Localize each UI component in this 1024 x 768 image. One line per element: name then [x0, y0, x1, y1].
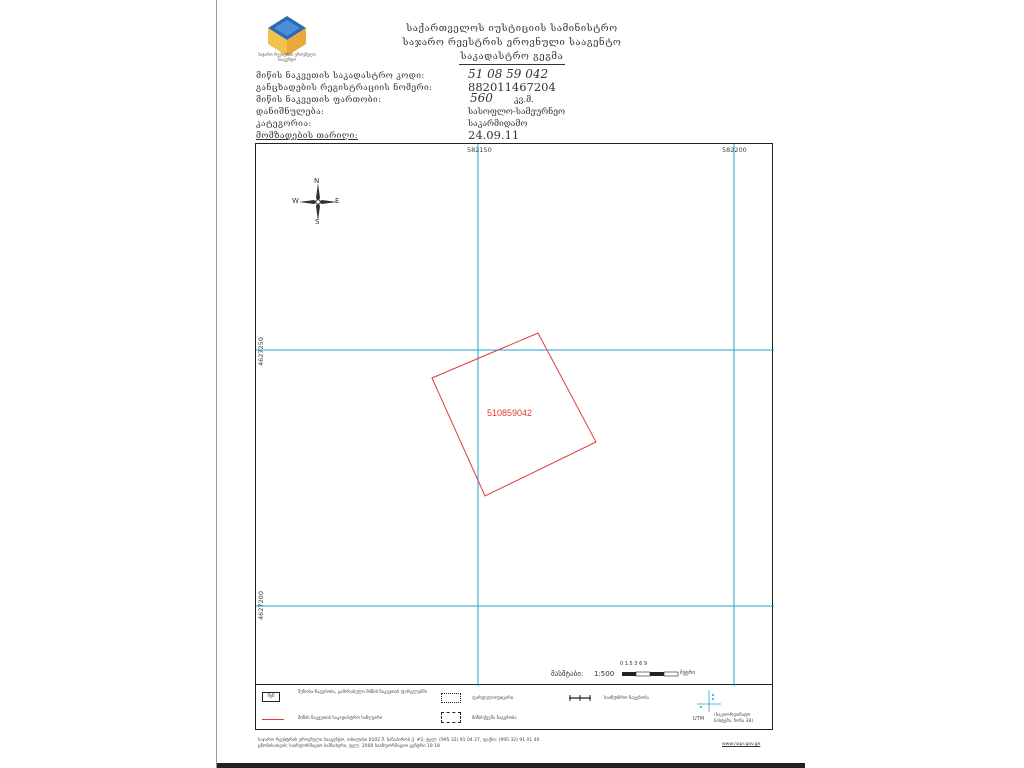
purpose-row	[256, 106, 774, 118]
application-number-row	[256, 82, 774, 94]
agency-title: საჯარო რეესტრის ეროვნული სააგენტო	[402, 37, 622, 48]
x-coord-label-2: 582200	[722, 146, 747, 154]
scale-bar-icon	[622, 672, 678, 676]
parcel-code-label: 510859042	[487, 408, 533, 418]
area-row	[256, 91, 774, 106]
legend-boundary-text: მიწის ნაკვეთის საკადასტრო საზღვარი	[298, 716, 383, 721]
cadastral-code-label: მიწის ნაკვეთის საკადასტრო კოდი:	[256, 71, 425, 81]
x-coord-label-1: 582150	[467, 146, 492, 154]
cadastral-code-value: 51 08 59 042	[468, 67, 549, 81]
compass-rose-icon	[299, 183, 340, 221]
logo-caption: საჯარო რეესტრის ეროვნული სააგენტო	[258, 52, 316, 62]
y-coord-label-1: 4627250	[257, 337, 265, 366]
category-value: საკარმიდამო	[468, 119, 528, 129]
scale-value: 1:500	[594, 670, 615, 678]
ministry-title: საქართველოს იუსტიციის სამინისტრო	[406, 23, 618, 34]
scale-caption: მასშტაბი:	[551, 670, 584, 678]
application-number-value: 882011467204	[468, 80, 556, 94]
utm-note: (საკოორდინატო სისტემა, ზონა 38)	[714, 713, 754, 724]
y-coord-label-2: 4627200	[257, 591, 265, 620]
scale-ticks: 0 1.5 3 6 9	[620, 661, 648, 667]
document-header	[372, 22, 652, 65]
compass-w: W	[292, 197, 299, 205]
area-unit: კვ.მ.	[514, 95, 534, 105]
purpose-value: სასოფლო-სამეურნეო	[468, 107, 566, 117]
date-value: 24.09.11	[468, 128, 520, 142]
parcel-info-table	[256, 67, 774, 142]
date-label: მომზადების თარიღი:	[256, 131, 358, 141]
document-footer	[258, 738, 778, 750]
application-number-label: განცხადების რეგისტრაციის ნომერი:	[256, 83, 433, 93]
footer-info: ცნობისათვის: საინფორმაციო სამსახური, ტელ. 2000 საინფორმაციო ცენტრი 19 18	[258, 744, 440, 749]
area-value: 560	[470, 91, 493, 105]
legend-underground-text: მიწისქვეშა ნაგებობა	[472, 716, 517, 721]
plan-title: საკადასტრო გეგმა	[459, 50, 566, 65]
date-row	[256, 130, 774, 142]
page-bottom-edge	[217, 763, 805, 768]
scale-unit: მეტრი	[680, 670, 695, 676]
footer-address: საჯარო რეესტრის ეროვნული სააგენტო, თბილისი 0102 შ. სანაპიროს ქ. #2, ტელ: (995 32) 91 04 27, ფაქსი: (995 32) 91 01 40	[258, 738, 540, 743]
legend-underground-symbol	[441, 712, 461, 723]
compass-n: N	[314, 177, 320, 185]
footer-url-link[interactable]: www.napr.gov.ge	[722, 742, 761, 747]
legend-engineering-text: საინჟინრო ნაგებობა	[604, 696, 649, 701]
legend-shed-text: ფარდული/ფიცარი	[472, 696, 514, 701]
area-label: მიწის ნაკვეთის ფართობი:	[256, 95, 382, 105]
legend-boundary-symbol	[262, 719, 284, 720]
compass-s: S	[315, 218, 320, 226]
category-label: კატეგორია:	[256, 119, 312, 129]
legend-shed-symbol	[441, 693, 461, 703]
utm-label: UTM	[693, 716, 705, 722]
compass-e: E	[335, 197, 340, 205]
legend-building-text: შენობა-ნაგებობა, გამოსახული მიწის ნაკვეთის ფარგლებში	[298, 690, 427, 695]
legend-building-symbol: შენ	[262, 692, 280, 702]
purpose-label: დანიშნულება:	[256, 107, 325, 117]
legend-engineering-symbol	[568, 694, 592, 702]
